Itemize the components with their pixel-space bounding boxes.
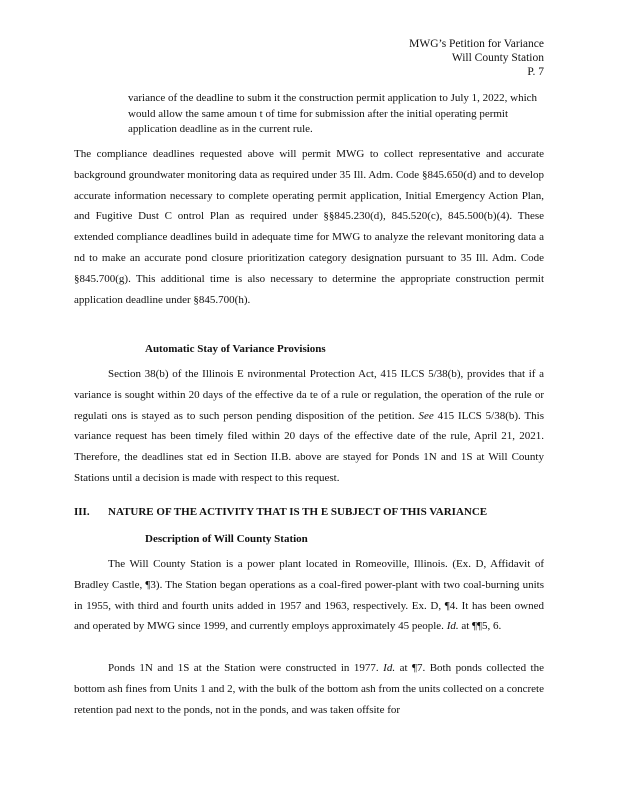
block-quote: variance of the deadline to subm it the construction permit application to July 1, 2022, which would allow the same amoun t of time for submission after the initial operating permit application deadline as in the current rule. <box>128 92 538 135</box>
paragraph-ponds <box>74 658 544 720</box>
paragraph-station-text-1: The Will County Station is a power plant located in Romeoville, Illinois. (Ex. D, Affidavit of Bradley Castle, ¶3). The Station began operations as a coal-fired power-plant with two coal-burning units in 1955, with third and fourth units added in 1957 and 1963, respectively. Ex. D, ¶4. It has been owned and operated by MWG since 1999, and currently employs approximately 45 people. <box>74 558 544 633</box>
heading-automatic-stay: Automatic Stay of Variance Provisions <box>145 343 326 355</box>
paragraph-station <box>74 554 544 637</box>
header-station: Will County Station <box>451 52 544 64</box>
heading-description: Description of Will County Station <box>145 533 308 545</box>
section-title: NATURE OF THE ACTIVITY THAT IS TH E SUBJECT OF THIS VARIANCE <box>108 506 488 518</box>
paragraph-ponds-text-2: at ¶7. Both ponds collected the bottom ash fines from Units 1 and 2, with the bulk of the bottom ash from the units collected on a concrete retention pad next to the ponds, not in the ponds, and was taken offsite for <box>74 662 544 716</box>
paragraph-compliance: The compliance deadlines requested above will permit MWG to collect representative and accurate background groundwater monitoring data as required under 35 Ill. Adm. Code §845.650(d) and to develop accurate information necessary to complete operating permit application, Initial Emergency Action Plan, and Fugitive Dust C ontrol Plan as required under §§845.230(d), 845.520(c), 845.500(b)(4). These extended compliance deadlines build in adequate time for MWG to analyze the relevant monitoring data a nd to make an accurate pond closure prioritization category designation pursuant to 35 Ill. Adm. Code §845.700(g). This additional time is also necessary to determine the appropriate construction permit application deadline under §845.700(h). <box>74 148 544 306</box>
paragraph-stay-text-1: Section 38(b) of the Illinois E nvironmental Protection Act, 415 ILCS 5/38(b), provides that if a variance is sought within 20 days of the effective da te of a rule or regulation, the operation of the rule or regulati ons is stayed as to such person pending disposition of the petition. <box>74 368 544 422</box>
paragraph-station-text-2: at ¶¶5, 6. <box>458 620 502 633</box>
see-citation: See <box>418 409 434 422</box>
paragraph-ponds-text-1: Ponds 1N and 1S at the Station were constructed in 1977. <box>108 662 384 674</box>
id-citation-2: Id. <box>383 662 396 674</box>
section-heading-iii <box>74 505 487 519</box>
paragraph-stay-text-2: 415 ILCS 5/38(b). This variance request has been timely filed within 20 days of the effective date of the rule, April 21, 2021. Therefore, the deadlines stat ed in Section II.B. above are stayed for Ponds 1N and 1S at Will County Stations until a decision is made with respect to this request. <box>74 409 545 484</box>
id-citation: Id. <box>446 620 459 633</box>
page-header <box>409 37 544 79</box>
section-number: III. <box>74 506 90 518</box>
page-number: P. 7 <box>527 66 544 78</box>
paragraph-stay <box>74 364 544 489</box>
header-title: MWG’s Petition for Variance <box>409 38 544 50</box>
